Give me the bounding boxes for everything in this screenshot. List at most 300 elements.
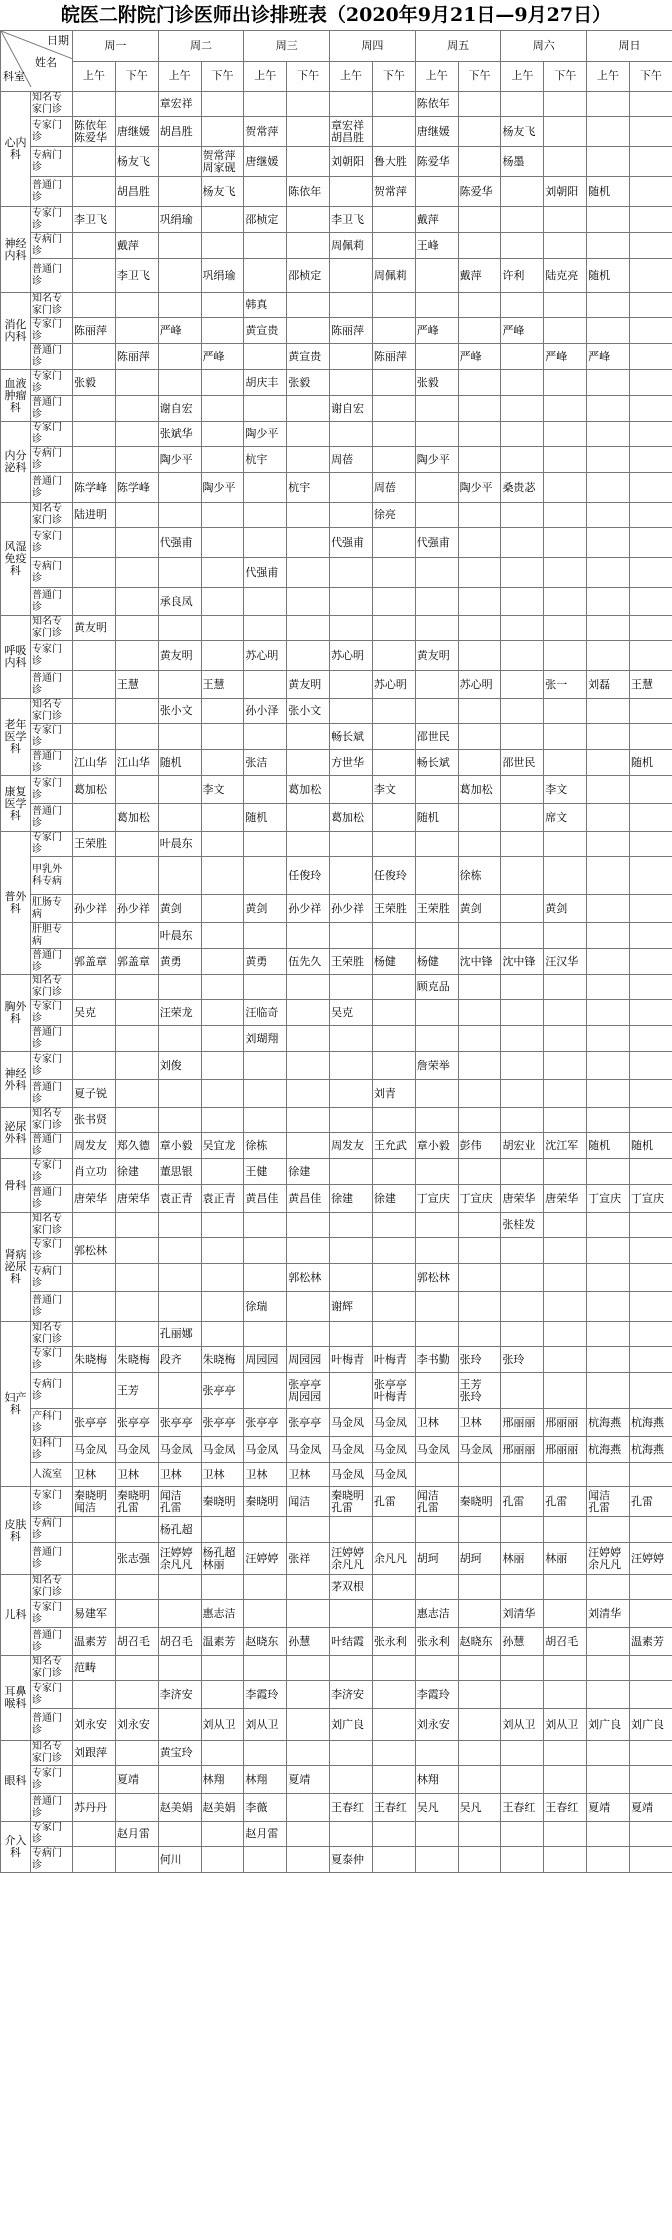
doctor-cell [330, 699, 373, 724]
doctor-cell [244, 528, 287, 558]
schedule-row [1, 1543, 672, 1575]
doctor-cell: 畅长斌 [330, 724, 373, 750]
doctor-cell [501, 832, 544, 857]
doctor-cell [372, 558, 415, 588]
doctor-cell [544, 1292, 587, 1322]
doctor-cell: 叶结霞 [330, 1628, 373, 1656]
doctor-cell [587, 370, 630, 396]
doctor-cell [501, 233, 544, 259]
doctor-cell [587, 1822, 630, 1847]
doctor-cell [372, 1766, 415, 1794]
doctor-cell [244, 1517, 287, 1543]
doctor-cell [587, 1000, 630, 1026]
clinic-category: 妇科门诊 [31, 1437, 73, 1463]
doctor-cell [201, 1822, 244, 1847]
doctor-cell [501, 344, 544, 370]
doctor-cell: 马金凤 [372, 1409, 415, 1437]
doctor-cell [287, 1026, 330, 1052]
department-name: 内分泌科 [1, 422, 31, 503]
department-name: 介入科 [1, 1822, 31, 1873]
clinic-category: 普通门诊 [31, 177, 73, 207]
doctor-cell: 张永利 [372, 1628, 415, 1656]
schedule-row [1, 949, 672, 975]
doctor-cell [544, 1766, 587, 1794]
doctor-cell [372, 616, 415, 641]
doctor-cell: 刘永安 [415, 1709, 458, 1741]
doctor-cell: 邵桢定 [287, 259, 330, 293]
doctor-cell: 陈丽萍 [115, 344, 158, 370]
doctor-cell: 袁正青 [201, 1185, 244, 1213]
doctor-cell [544, 1052, 587, 1080]
doctor-cell [158, 147, 201, 177]
doctor-cell [158, 1600, 201, 1628]
pm-header: 下午 [287, 61, 330, 92]
doctor-cell: 随机 [629, 1133, 672, 1159]
doctor-cell [587, 923, 630, 949]
doctor-cell: 黄剑 [544, 895, 587, 923]
doctor-cell [544, 832, 587, 857]
doctor-cell [287, 147, 330, 177]
doctor-cell [201, 528, 244, 558]
department-name: 眼科 [1, 1741, 31, 1822]
schedule-row [1, 1264, 672, 1292]
schedule-row [1, 1133, 672, 1159]
doctor-cell [201, 1575, 244, 1600]
doctor-cell: 丁宣庆 [458, 1185, 501, 1213]
doctor-cell [330, 1080, 373, 1108]
clinic-category: 专病门诊 [31, 1264, 73, 1292]
doctor-cell: 张祥 [287, 1543, 330, 1575]
doctor-cell: 承良凤 [158, 588, 201, 616]
doctor-cell [544, 1108, 587, 1133]
doctor-cell [587, 1681, 630, 1709]
doctor-cell [415, 1822, 458, 1847]
doctor-cell [330, 422, 373, 447]
doctor-cell: 陶少平 [201, 473, 244, 503]
doctor-cell [73, 447, 116, 473]
doctor-cell [287, 318, 330, 344]
doctor-cell [201, 1681, 244, 1709]
doctor-cell [287, 724, 330, 750]
doctor-cell [372, 1681, 415, 1709]
doctor-cell: 王允武 [372, 1133, 415, 1159]
doctor-cell [287, 528, 330, 558]
doctor-cell [501, 503, 544, 528]
schedule-row [1, 1238, 672, 1264]
doctor-cell [629, 1347, 672, 1373]
clinic-category: 知名专家门诊 [31, 1213, 73, 1238]
doctor-cell: 赵美娟 [201, 1794, 244, 1822]
doctor-cell: 卫林 [158, 1463, 201, 1487]
doctor-cell [544, 641, 587, 671]
doctor-cell: 汪婷婷 余凡凡 [158, 1543, 201, 1575]
doctor-cell [201, 117, 244, 147]
doctor-cell [158, 1080, 201, 1108]
doctor-cell [201, 1741, 244, 1766]
doctor-cell [287, 503, 330, 528]
doctor-cell [587, 503, 630, 528]
doctor-cell [244, 233, 287, 259]
doctor-cell [287, 1052, 330, 1080]
doctor-cell: 胡昌胜 [158, 117, 201, 147]
doctor-cell [415, 177, 458, 207]
doctor-cell [415, 1322, 458, 1347]
doctor-cell: 沈中锋 [501, 949, 544, 975]
doctor-cell [629, 975, 672, 1000]
doctor-cell [629, 857, 672, 895]
doctor-cell [115, 776, 158, 804]
doctor-cell: 章宏祥 [158, 92, 201, 117]
doctor-cell: 丁宣庆 [629, 1185, 672, 1213]
doctor-cell [287, 1213, 330, 1238]
clinic-category: 普通门诊 [31, 1185, 73, 1213]
doctor-cell [115, 1026, 158, 1052]
doctor-cell: 刘广良 [629, 1709, 672, 1741]
doctor-cell [629, 1373, 672, 1409]
doctor-cell: 袁正青 [158, 1185, 201, 1213]
doctor-cell [458, 422, 501, 447]
doctor-cell [201, 949, 244, 975]
doctor-cell: 陈依年 [287, 177, 330, 207]
doctor-cell: 周园园 [244, 1347, 287, 1373]
doctor-cell [587, 857, 630, 895]
schedule-row [1, 1847, 672, 1873]
doctor-cell [158, 177, 201, 207]
schedule-row [1, 1656, 672, 1681]
doctor-cell [458, 207, 501, 233]
doctor-cell [629, 616, 672, 641]
doctor-cell: 林丽 [544, 1543, 587, 1575]
doctor-cell: 胡昌胜 [115, 177, 158, 207]
doctor-cell [330, 1108, 373, 1133]
doctor-cell [544, 92, 587, 117]
doctor-cell: 马金凤 [158, 1437, 201, 1463]
doctor-cell [73, 396, 116, 422]
clinic-category: 知名专家门诊 [31, 92, 73, 117]
doctor-cell [629, 422, 672, 447]
doctor-cell [372, 923, 415, 949]
schedule-row [1, 1347, 672, 1373]
doctor-cell [458, 370, 501, 396]
doctor-cell: 胡珂 [458, 1543, 501, 1575]
doctor-cell [501, 528, 544, 558]
department-name: 消化内科 [1, 293, 31, 370]
doctor-cell: 刘从卫 [501, 1709, 544, 1741]
doctor-cell: 孙少祥 [287, 895, 330, 923]
doctor-cell: 李文 [372, 776, 415, 804]
doctor-cell [330, 1517, 373, 1543]
doctor-cell [372, 1213, 415, 1238]
clinic-category: 普通门诊 [31, 588, 73, 616]
doctor-cell [629, 1322, 672, 1347]
department-name: 肾病泌尿科 [1, 1213, 31, 1322]
doctor-cell: 张一 [544, 671, 587, 699]
schedule-row [1, 724, 672, 750]
doctor-cell: 任俊玲 [372, 857, 415, 895]
doctor-cell: 王荣胜 [330, 949, 373, 975]
doctor-cell: 马金凤 [330, 1463, 373, 1487]
doctor-cell [330, 1600, 373, 1628]
doctor-cell [73, 1575, 116, 1600]
doctor-cell: 周园园 [287, 1347, 330, 1373]
doctor-cell: 刘瑚翔 [244, 1026, 287, 1052]
doctor-cell: 黄友明 [287, 671, 330, 699]
doctor-cell: 随机 [587, 177, 630, 207]
doctor-cell [544, 1373, 587, 1409]
doctor-cell [201, 1108, 244, 1133]
doctor-cell: 汪临奇 [244, 1000, 287, 1026]
doctor-cell [501, 1052, 544, 1080]
doctor-cell: 江山华 [115, 750, 158, 776]
doctor-cell [415, 699, 458, 724]
doctor-cell [372, 318, 415, 344]
doctor-cell [372, 422, 415, 447]
schedule-row [1, 588, 672, 616]
doctor-cell [73, 1543, 116, 1575]
doctor-cell [544, 1822, 587, 1847]
doctor-cell [415, 1656, 458, 1681]
doctor-cell: 刘俊 [158, 1052, 201, 1080]
doctor-cell [201, 503, 244, 528]
doctor-cell [458, 1000, 501, 1026]
doctor-cell [244, 1052, 287, 1080]
clinic-category: 普通门诊 [31, 1133, 73, 1159]
doctor-cell [201, 804, 244, 832]
clinic-category: 专家门诊 [31, 1600, 73, 1628]
doctor-cell [201, 1159, 244, 1185]
doctor-cell: 林翔 [244, 1766, 287, 1794]
doctor-cell [587, 975, 630, 1000]
doctor-cell [372, 641, 415, 671]
doctor-cell [458, 1322, 501, 1347]
doctor-cell [115, 1741, 158, 1766]
doctor-cell [587, 804, 630, 832]
doctor-cell: 刘朝阳 [330, 147, 373, 177]
doctor-cell: 巩绢瑜 [201, 259, 244, 293]
doctor-cell [73, 804, 116, 832]
dept-label: 科室 [3, 70, 25, 83]
doctor-cell [629, 1741, 672, 1766]
doctor-cell [287, 1238, 330, 1264]
doctor-cell: 苏心明 [372, 671, 415, 699]
clinic-category: 专家门诊 [31, 1000, 73, 1026]
clinic-category: 知名专家门诊 [31, 1741, 73, 1766]
doctor-cell: 代强甫 [158, 528, 201, 558]
doctor-cell: 马金凤 [330, 1437, 373, 1463]
doctor-cell: 叶梅青 [372, 1347, 415, 1373]
doctor-cell [415, 344, 458, 370]
doctor-cell [458, 1213, 501, 1238]
doctor-cell: 彭伟 [458, 1133, 501, 1159]
doctor-cell [415, 1373, 458, 1409]
doctor-cell [458, 1766, 501, 1794]
department-name: 耳鼻喉科 [1, 1656, 31, 1741]
doctor-cell: 刘朝阳 [544, 177, 587, 207]
doctor-cell [458, 147, 501, 177]
doctor-cell [201, 1292, 244, 1322]
doctor-cell [201, 422, 244, 447]
doctor-cell: 孙慧 [501, 1628, 544, 1656]
schedule-row [1, 699, 672, 724]
doctor-cell: 周佩莉 [372, 259, 415, 293]
doctor-cell [629, 832, 672, 857]
doctor-cell [629, 923, 672, 949]
schedule-row [1, 1600, 672, 1628]
doctor-cell [629, 1766, 672, 1794]
doctor-cell: 黄勇 [158, 949, 201, 975]
doctor-cell: 孔雷 [501, 1487, 544, 1517]
schedule-row [1, 923, 672, 949]
doctor-cell: 吴克 [73, 1000, 116, 1026]
doctor-cell: 孙少祥 [73, 895, 116, 923]
doctor-cell: 严峰 [458, 344, 501, 370]
doctor-cell [158, 616, 201, 641]
doctor-cell [73, 724, 116, 750]
doctor-cell [544, 1238, 587, 1264]
doctor-cell [501, 1463, 544, 1487]
doctor-cell [415, 588, 458, 616]
schedule-row [1, 832, 672, 857]
doctor-cell [201, 1656, 244, 1681]
doctor-cell [587, 318, 630, 344]
header-days-row [1, 31, 672, 62]
doctor-cell: 李济安 [158, 1681, 201, 1709]
day-header: 周二 [158, 31, 244, 62]
doctor-cell [201, 447, 244, 473]
doctor-cell: 随机 [629, 750, 672, 776]
clinic-category: 产科门诊 [31, 1409, 73, 1437]
doctor-cell [372, 804, 415, 832]
doctor-cell [458, 318, 501, 344]
doctor-cell: 汪婷婷 余凡凡 [330, 1543, 373, 1575]
doctor-cell: 胡召毛 [115, 1628, 158, 1656]
doctor-cell: 闻洁 孔雷 [158, 1487, 201, 1517]
doctor-cell [587, 1292, 630, 1322]
doctor-cell: 杭海燕 [629, 1409, 672, 1437]
doctor-cell [244, 1108, 287, 1133]
doctor-cell [544, 923, 587, 949]
doctor-cell [73, 1847, 116, 1873]
doctor-cell [287, 1794, 330, 1822]
doctor-cell [330, 1656, 373, 1681]
doctor-cell [201, 1080, 244, 1108]
doctor-cell: 邢丽丽 [544, 1409, 587, 1437]
doctor-cell [415, 1238, 458, 1264]
doctor-cell [587, 776, 630, 804]
doctor-cell: 赵晓东 [458, 1628, 501, 1656]
doctor-cell: 邢丽丽 [501, 1409, 544, 1437]
department-name: 老年医学科 [1, 699, 31, 776]
doctor-cell [372, 1000, 415, 1026]
doctor-cell [458, 92, 501, 117]
doctor-cell: 马金凤 [372, 1463, 415, 1487]
doctor-cell: 席文 [544, 804, 587, 832]
doctor-cell [244, 1656, 287, 1681]
am-header: 上午 [73, 61, 116, 92]
doctor-cell: 周蓓 [330, 447, 373, 473]
doctor-cell [115, 1213, 158, 1238]
schedule-row [1, 344, 672, 370]
doctor-cell [73, 293, 116, 318]
doctor-cell: 孔丽娜 [158, 1322, 201, 1347]
doctor-cell [501, 975, 544, 1000]
doctor-cell: 谢辉 [330, 1292, 373, 1322]
clinic-category: 专家门诊 [31, 422, 73, 447]
doctor-cell [287, 1322, 330, 1347]
doctor-cell: 胡宏业 [501, 1133, 544, 1159]
pm-header: 下午 [372, 61, 415, 92]
doctor-cell [372, 447, 415, 473]
clinic-category: 专家门诊 [31, 1487, 73, 1517]
doctor-cell [201, 895, 244, 923]
doctor-cell: 赵美娟 [158, 1794, 201, 1822]
doctor-cell: 丁宣庆 [415, 1185, 458, 1213]
doctor-cell [244, 396, 287, 422]
doctor-cell [501, 177, 544, 207]
clinic-category: 肛肠专病 [31, 895, 73, 923]
doctor-cell [73, 1026, 116, 1052]
doctor-cell: 张亭亭 叶梅青 [372, 1373, 415, 1409]
doctor-cell [115, 92, 158, 117]
doctor-cell [73, 344, 116, 370]
doctor-cell [544, 1347, 587, 1373]
doctor-cell [201, 832, 244, 857]
schedule-row [1, 1409, 672, 1437]
doctor-cell: 王峰 [415, 233, 458, 259]
doctor-cell [415, 1847, 458, 1873]
doctor-cell: 黄剑 [458, 895, 501, 923]
doctor-cell [587, 1766, 630, 1794]
doctor-cell [415, 1463, 458, 1487]
schedule-row [1, 503, 672, 528]
schedule-row [1, 1487, 672, 1517]
schedule-row [1, 671, 672, 699]
doctor-cell [544, 233, 587, 259]
doctor-cell: 杨友飞 [201, 177, 244, 207]
doctor-cell: 葛加松 [287, 776, 330, 804]
doctor-cell: 李薇 [244, 1794, 287, 1822]
doctor-cell [501, 895, 544, 923]
doctor-cell [544, 699, 587, 724]
doctor-cell [372, 1026, 415, 1052]
doctor-cell: 夏靖 [587, 1794, 630, 1822]
doctor-cell: 章宏祥 胡昌胜 [330, 117, 373, 147]
doctor-cell: 茅双根 [330, 1575, 373, 1600]
doctor-cell [458, 1108, 501, 1133]
doctor-cell [201, 616, 244, 641]
department-name: 泌尿外科 [1, 1108, 31, 1159]
doctor-cell [287, 1517, 330, 1543]
doctor-cell [201, 396, 244, 422]
doctor-cell [115, 923, 158, 949]
doctor-cell: 李文 [201, 776, 244, 804]
doctor-cell: 张亭亭 [201, 1409, 244, 1437]
doctor-cell [458, 1709, 501, 1741]
doctor-cell: 卫林 [115, 1463, 158, 1487]
doctor-cell [629, 473, 672, 503]
doctor-cell [287, 1000, 330, 1026]
doctor-cell [115, 1292, 158, 1322]
doctor-cell: 葛加松 [73, 776, 116, 804]
doctor-cell [330, 1822, 373, 1847]
doctor-cell [629, 804, 672, 832]
doctor-cell [587, 1347, 630, 1373]
doctor-cell: 徐建 [330, 1185, 373, 1213]
doctor-cell [458, 750, 501, 776]
department-name: 妇产科 [1, 1322, 31, 1487]
doctor-cell [629, 1108, 672, 1133]
doctor-cell [330, 588, 373, 616]
